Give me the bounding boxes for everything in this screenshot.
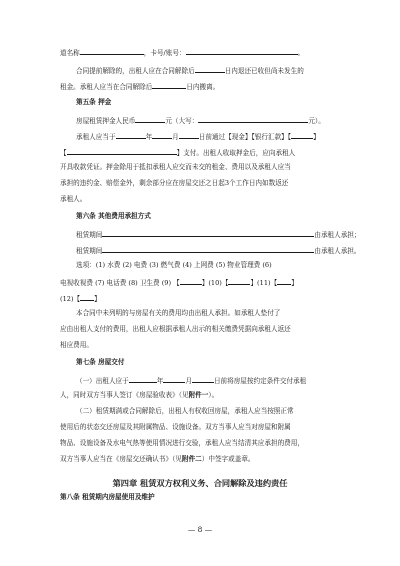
handover-line2: 人，同时双方当事人签订《房屋验收表》（见附件一）。 <box>60 391 219 399</box>
return-line1: （二）租赁期满或合同解除后，出租人有权收回房屋，承租人应当按照正常 <box>76 407 294 415</box>
fees-paragraph-line2: 应由出租人支付的费用，出租人应根据承租人出示的相关缴费凭据向承租人返还 <box>60 325 291 333</box>
article-8-title: 第八条 租赁期内房屋使用及维护 <box>60 493 155 501</box>
deposit-payment-line: 承租人应当于 年 月 日前通过【现金】【银行汇款】【 】 <box>76 133 320 141</box>
deposit-text-line6: 承租人。 <box>60 195 87 203</box>
refund-paragraph-line1: 合同提前解除的，出租人应在合同解除后 日内退还已收但尚未发生的 <box>76 67 304 75</box>
card-number-blank <box>186 47 298 55</box>
article-6-title: 第六条 其他费用承担方式 <box>76 212 151 220</box>
deposit-amount-words-blank <box>198 115 308 123</box>
return-line3: 物品、设施设备及水电气热等使用情况进行交验，承租人应当结清其应承担的费用， <box>60 439 304 447</box>
page-number: — 8 — <box>187 525 213 534</box>
fees-paragraph-line3: 相应费用。 <box>60 341 93 349</box>
refund-days-blank <box>195 65 225 73</box>
deposit-text-line4: 开具收款凭证。押金除用于抵扣承租人应交而未交的租金、费用以及承租人应当 <box>60 163 291 171</box>
handover-line1: （一）出租人应于 年 月 日前将房屋按约定条件交付承租 <box>76 377 307 385</box>
deposit-text-line5: 承担的违约金、赔偿金外，剩余部分应在房屋交还之日起3个工作日内如数返还 <box>60 179 289 187</box>
article-7-title: 第七条 房屋交付 <box>76 358 125 366</box>
article-5-title: 第五条 押金 <box>76 98 112 106</box>
bank-name-blank <box>80 47 144 55</box>
return-line2: 使用后的状态交还房屋及其附属物品、设施设备。双方当事人应当对房屋和附属 <box>60 423 291 431</box>
annex-1-ref: 附件一 <box>188 391 209 399</box>
move-out-days-blank <box>152 81 186 89</box>
return-line4: 双方当事人应当在《房屋交还确认书》（见附件二）中签字或盖章。 <box>60 455 255 463</box>
fee-options-line1: 选项：(1) 水费 (2) 电费 (3) 燃气费 (4) 上网费 (5) 物业管理费 (6) <box>76 261 272 269</box>
fee-options-line2: 电视收视费 (7) 电话费 (8) 卫生费 (9) 【 】(10)【 】(11)【 】 <box>60 279 298 287</box>
deposit-amount-blank <box>135 115 165 123</box>
fees-lessor-line: 租赁期间 由承租人承担； <box>76 231 361 239</box>
fees-lessee-line: 租赁期间 由承租人承担。 <box>76 247 361 255</box>
chapter-4-heading: 第四章 租赁双方权利义务、合同解除及违约责任 <box>112 478 288 488</box>
fee-options-line3: (12)【 】 <box>60 295 101 303</box>
deposit-receipt-line: 【 】支付。出租人收取押金后，应向承租人 <box>60 149 296 157</box>
bank-name-label: 道名称 <box>60 49 80 57</box>
fees-paragraph-line1: 本合同中未列明的与房屋有关的费用均由出租人承担。如承租人垫付了 <box>76 309 281 317</box>
deposit-amount-line: 房屋租赁押金人民币 元（大写： 元）。 <box>76 117 325 125</box>
annex-2-ref: 附件二 <box>181 455 202 463</box>
card-number-label: ，卡号/账号： <box>143 49 186 57</box>
bank-account-line: 道名称 ，卡号/账号： 。 <box>60 49 305 57</box>
refund-paragraph-line2: 租金。承租人应当在合同解除后 日内搬离。 <box>60 83 220 91</box>
